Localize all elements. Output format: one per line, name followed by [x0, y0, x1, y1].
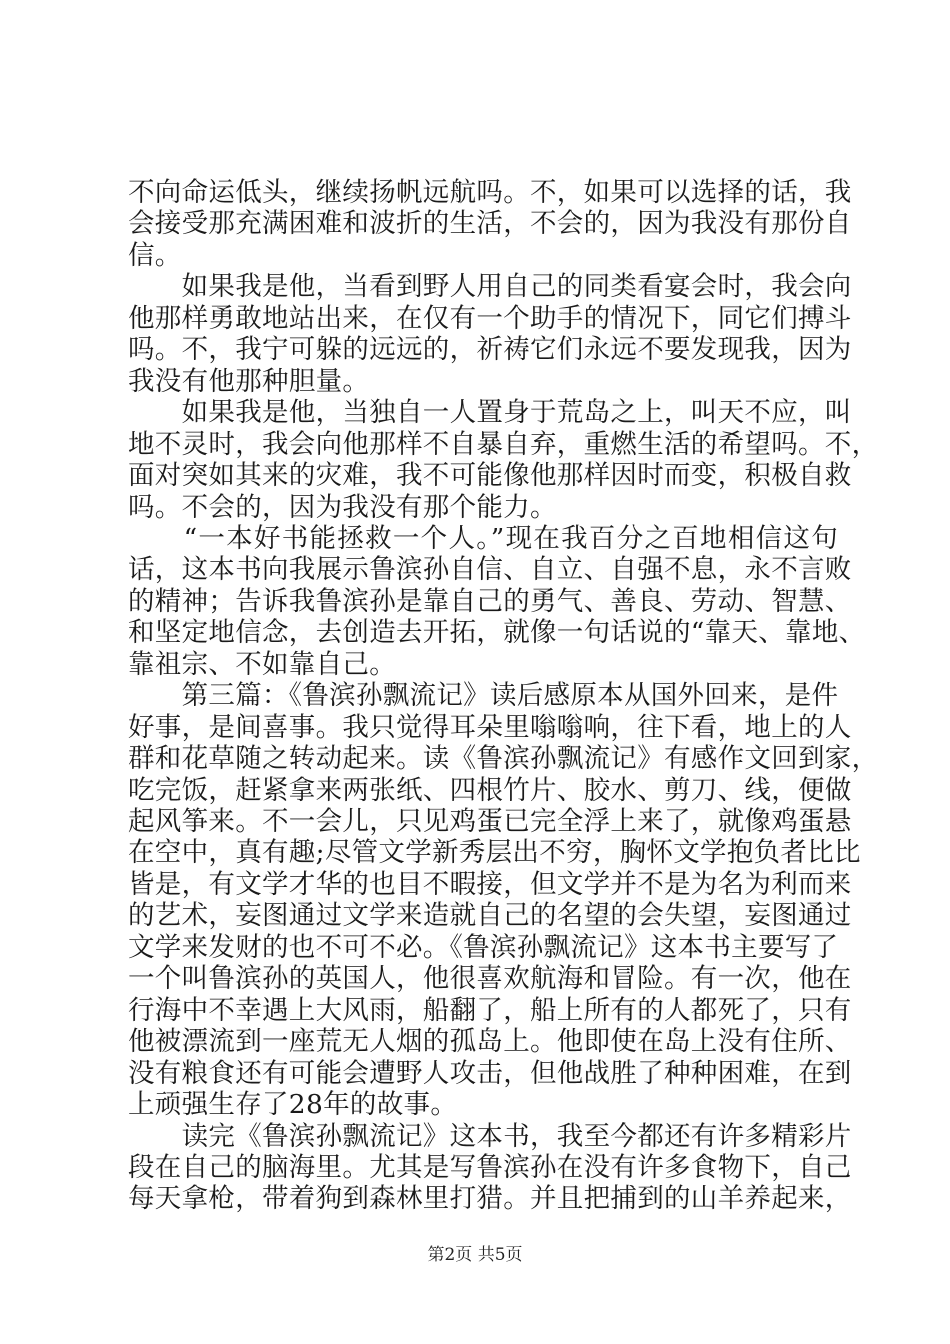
text-line: 和坚定地信念，去创造去开拓，就像一句话说的“靠天、靠地、 — [128, 617, 866, 649]
text-line: 他被漂流到一座荒无人烟的孤岛上。他即使在岛上没有住所、 — [128, 1026, 852, 1058]
text-line: 文学来发财的也不可不必。《鲁滨孙飘流记》这本书主要写了 — [128, 931, 839, 963]
text-line: 靠祖宗、不如靠自己。 — [128, 648, 396, 680]
text-line: 一个叫鲁滨孙的英国人，他很喜欢航海和冒险。有一次，他在 — [128, 963, 852, 995]
text-line: 面对突如其来的灾难，我不可能像他那样因时而变，积极自救 — [128, 460, 852, 492]
text-line: 读完《鲁滨孙飘流记》这本书，我至今都还有许多精彩片 — [128, 1120, 852, 1152]
text-line: 如果我是他，当独自一人置身于荒岛之上，叫天不应，叫 — [128, 397, 852, 429]
text-line: 的艺术，妄图通过文学来造就自己的名望的会失望，妄图通过 — [128, 900, 852, 932]
text-line: 在空中，真有趣;尽管文学新秀层出不穷，胸怀文学抱负者比比 — [128, 837, 861, 869]
text-line: 起风筝来。不一会儿，只见鸡蛋已完全浮上来了，就像鸡蛋悬 — [128, 806, 852, 837]
text-line: 上顽强生存了28年的故事。 — [128, 1089, 458, 1121]
text-line: 信。 — [128, 239, 182, 271]
text-line: 不向命运低头，继续扬帆远航吗。不，如果可以选择的话，我 — [128, 177, 852, 208]
text-line: “一本好书能拯救一个人。”现在我百分之百地相信这句 — [128, 522, 838, 554]
text-line: 吗。不，我宁可躲的远远的，祈祷它们永远不要发现我，因为 — [128, 334, 852, 366]
text-line: 如果我是他，当看到野人用自己的同类看宴会时，我会向 — [128, 271, 852, 303]
text-line: 会接受那充满困难和波折的生活，不会的，因为我没有那份自 — [128, 208, 852, 240]
text-line: 好事，是间喜事。我只觉得耳朵里嗡嗡响，往下看，地上的人 — [128, 711, 852, 743]
text-line: 没有粮食还有可能会遭野人攻击，但他战胜了种种困难，在到 — [128, 1057, 852, 1089]
text-line: 皆是，有文学才华的也目不暇接，但文学并不是为名为利而来 — [128, 868, 852, 900]
text-line: 话，这本书向我展示鲁滨孙自信、自立、自强不息，永不言败 — [128, 554, 852, 586]
text-line: 段在自己的脑海里。尤其是写鲁滨孙在没有许多食物下，自己 — [128, 1151, 852, 1183]
text-line: 每天拿枪，带着狗到森林里打猎。并且把捕到的山羊养起来， — [128, 1183, 852, 1215]
text-line: 行海中不幸遇上大风雨，船翻了，船上所有的人都死了，只有 — [128, 994, 852, 1026]
page-footer: 第2页 共5页 — [427, 1245, 523, 1265]
text-line: 他那样勇敢地站出来，在仅有一个助手的情况下，同它们搏斗 — [128, 302, 852, 334]
text-line: 我没有他那种胆量。 — [128, 365, 370, 397]
text-line: 群和花草随之转动起来。读《鲁滨孙飘流记》有感作文回到家， — [128, 743, 879, 775]
text-line: 的精神；告诉我鲁滨孙是靠自己的勇气、善良、劳动、智慧、 — [128, 585, 852, 617]
text-line: 吃完饭，赶紧拿来两张纸、四根竹片、胶水、剪刀、线，便做 — [128, 774, 852, 806]
text-line: 地不灵时，我会向他那样不自暴自弃，重燃生活的希望吗。不， — [128, 428, 879, 460]
text-line: 吗。不会的，因为我没有那个能力。 — [128, 491, 557, 523]
text-line: 第三篇：《鲁滨孙飘流记》读后感原本从国外回来，是件 — [128, 680, 839, 712]
